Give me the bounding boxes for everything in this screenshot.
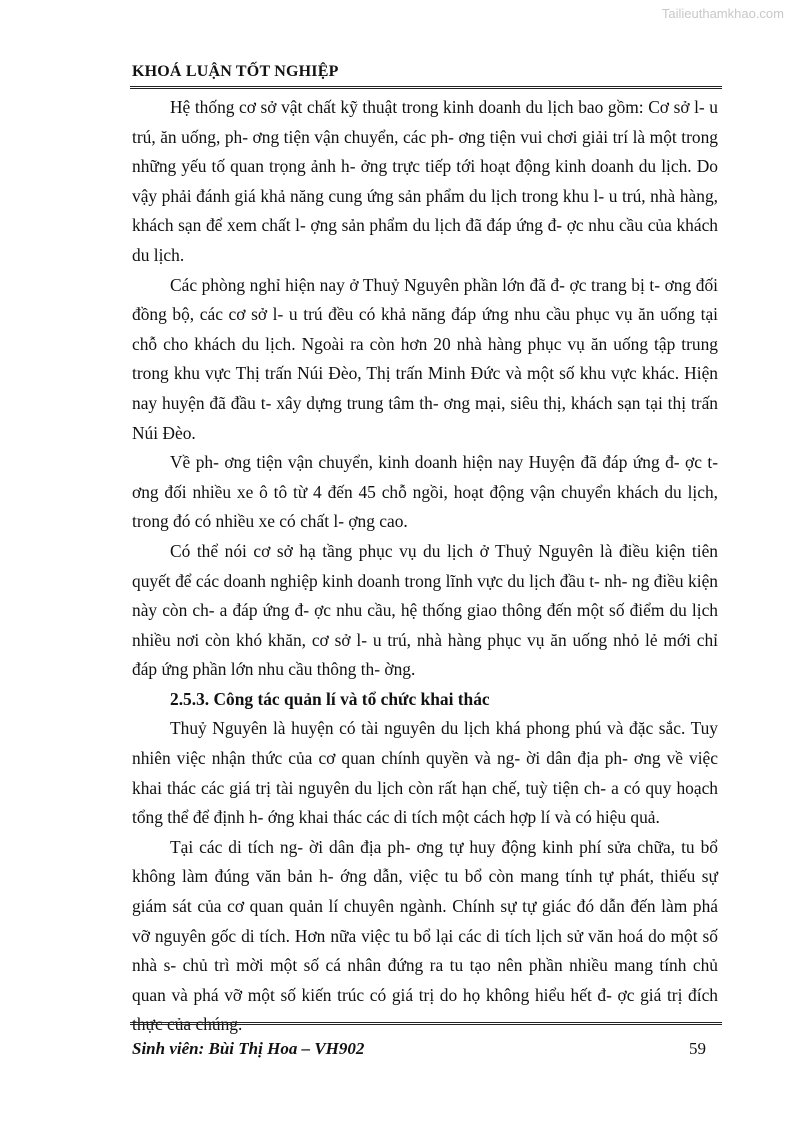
paragraph-infrastructure: Có thể nói cơ sở hạ tầng phục vụ du lịch ở Thuỷ Nguyên là điều kiện tiên quyết để các doanh nghiệp kinh doanh trong lĩnh vực du lịch đầu t- nh- ng điều kiện này còn ch- a đáp ứng đ- ợc nhu cầu, hệ thống giao thông đến một số điểm du lịch nhiều nơi còn khó khăn, cơ sở l- u trú, nhà hàng phục vụ ăn uống nhỏ lẻ mới chỉ đáp ứng phần lớn nhu cầu thông th- ờng. [132, 540, 718, 680]
paragraph-management: Thuỷ Nguyên là huyện có tài nguyên du lịch khá phong phú và đặc sắc. Tuy nhiên việc nhận thức của cơ quan chính quyền và ng- ời dân địa ph- ơng về việc khai thác các giá trị tài nguyên du lịch còn rất hạn chế, tuỳ tiện ch- a có quy hoạch tổng thể để định h- ớng khai thác các di tích một cách hợp lí và có hiệu quả. [132, 718, 718, 828]
document-header-title: KHOÁ LUẬN TỐT NGHIỆP [132, 63, 339, 80]
paragraph-facilities: Hệ thống cơ sở vật chất kỹ thuật trong kinh doanh du lịch bao gồm: Cơ sở l- u trú, ăn uống, ph- ơng tiện vận chuyển, các ph- ơng tiện vui chơi giải trí là một trong những yếu tố quan trọng ảnh h- ởng trực tiếp tới hoạt động kinh doanh du lịch. Do vậy phải đánh giá khả năng cung ứng sản phẩm du lịch trong khu l- u trú, nhà hàng, khách sạn để xem chất l- ợng sản phẩm du lịch đã đáp ứng đ- ợc nhu cầu của khách du lịch. [132, 97, 718, 265]
page-body [132, 93, 718, 1040]
page-number: 59 [689, 1039, 706, 1058]
header-divider [130, 86, 722, 89]
footer-author: Sinh viên: Bùi Thị Hoa – VH902 [132, 1039, 365, 1058]
section-heading: 2.5.3. Công tác quản lí và tổ chức khai thác [170, 688, 490, 709]
paragraph-transport: Về ph- ơng tiện vận chuyển, kinh doanh hiện nay Huyện đã đáp ứng đ- ợc t- ơng đối nhiều xe ô tô từ 4 đến 45 chỗ ngồi, hoạt động vận chuyển khách du lịch, trong đó có nhiều xe có chất l- ợng cao. [132, 452, 718, 532]
footer-divider [130, 1022, 722, 1025]
watermark-text: Tailieuthamkhao.com [661, 6, 784, 21]
paragraph-restoration: Tại các di tích ng- ời dân địa ph- ơng tự huy động kinh phí sửa chữa, tu bổ không làm đúng văn bản h- ớng dẫn, việc tu bổ còn mang tính tự phát, thiếu sự giám sát của cơ quan quản lí chuyên ngành. Chính sự tự giác đó dẫn đến làm phá vỡ nguyên gốc di tích. Hơn nữa việc tu bổ lại các di tích lịch sử văn hoá do một số nhà s- chủ trì mời một số cá nhân đứng ra tu tạo nên phần nhiều mang tính chủ quan và phá vỡ một số kiến trúc có giá trị do họ không hiểu hết đ- ợc giá trị đích thực của chúng. [132, 836, 718, 1035]
paragraph-accommodation: Các phòng nghỉ hiện nay ở Thuỷ Nguyên phần lớn đã đ- ợc trang bị t- ơng đối đồng bộ, các cơ sở l- u trú đều có khả năng đáp ứng nhu cầu phục vụ ăn uống tại chỗ cho khách du lịch. Ngoài ra còn hơn 20 nhà hàng phục vụ ăn uống tập trung trong khu vực Thị trấn Núi Đèo, Thị trấn Minh Đức và một số khu vực khác. Hiện nay huyện đã đầu t- xây dựng trung tâm th- ơng mại, siêu thị, khách sạn tại thị trấn Núi Đèo. [132, 274, 718, 443]
